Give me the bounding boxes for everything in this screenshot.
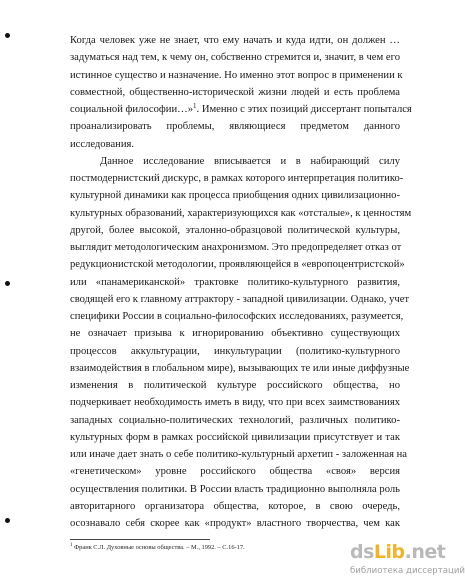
text-line (100, 155, 400, 168)
text-line-content: осуществления политики. В России власть традиционно выполняла роль (70, 483, 400, 495)
text-line-content: культурной динамики как процесса приобщения одних цивилизационно- (70, 190, 400, 202)
text-line-content: не означает призыва к игнорированию объективно существующих (70, 328, 400, 340)
text-line (70, 34, 400, 47)
text-line (70, 517, 400, 530)
footnote-divider (70, 539, 210, 540)
text-line (70, 276, 400, 289)
text-line-content: задуматься над тем, к чему он, собственно стремится и, значит, в чем его (70, 52, 400, 64)
text-line-content: осознавало себя скорее как «продукт» властного творчества, чем как (70, 518, 400, 529)
text-line-content: проанализировать проблемы, являющиеся предметом данного (70, 121, 400, 133)
text-line (70, 207, 412, 220)
text-line (70, 483, 400, 496)
watermark (350, 541, 465, 581)
text-line-content: редукционистской методологии, проявляющейся в «европоцентристской» (70, 259, 405, 271)
text-line-content: изменения в политической культуре российского общества, но (70, 380, 400, 391)
text-line (70, 327, 400, 340)
text-line (70, 86, 400, 99)
text-line (70, 172, 404, 185)
text-line (70, 224, 400, 237)
text-line (70, 362, 410, 375)
text-line-content: западных социально-политических технологий, различных политико- (70, 414, 400, 426)
watermark-logo (350, 541, 445, 563)
text-line-content: процессов аккультурации, инкультурации (политико-культурного (70, 345, 400, 357)
text-line-content: сводящей его к главному аттрактору - западной цивилизации. Однако, учет (70, 293, 410, 305)
text-line-content: другой, более высокой, эталонно-образцовой политической культуры, (70, 224, 400, 236)
text-line (70, 293, 410, 306)
text-line-content: культурных форм в рамках российской цивилизации присутствует и так (70, 431, 400, 443)
footnote (70, 543, 285, 552)
text-line-content: подчеркивает необходимость иметь в виду, что при всех заимствованиях (70, 397, 400, 409)
text-line (70, 431, 400, 444)
watermark-logo-net: .net (404, 541, 446, 563)
margin-bullet-top (5, 33, 10, 38)
text-line-content: исследования. (70, 138, 135, 150)
text-line (70, 379, 400, 392)
text-line-content: Данное исследование вписывается и в набирающий силу (100, 155, 400, 167)
text-line-content: выглядит методологическим анахронизмом. Это предопределяет отказ от (70, 242, 402, 253)
text-line (70, 414, 400, 427)
footnote-text: Франк С.Л. Духовные основы общества. – М., 1992. – С.16-17. (74, 544, 245, 551)
margin-bullet-middle (5, 281, 10, 286)
text-line-content: авторитарного организатора общества, которое, в свою очередь, (70, 500, 400, 512)
text-line (70, 241, 400, 254)
text-line-content: «генетическом» уровне российского общества «своя» версия (70, 466, 400, 478)
text-line (70, 69, 403, 82)
text-line-content: истинное существо и назначение. Но именно этот вопрос в применении к (70, 69, 403, 81)
text-line (70, 310, 404, 323)
margin-bullet-bottom (5, 518, 10, 523)
text-line (70, 396, 400, 409)
text-line-continuation: . Именно с этих позиций диссертант попытался (196, 104, 412, 115)
text-line-content: взаимодействия в глобальном мире), вызывающих те или иные диффузные (70, 362, 410, 374)
text-line-content: специфики России в социально-философских исследованиях, разумеется, (70, 311, 404, 322)
text-line-content: или «панамериканской» трактовке политико-культурного развития, (70, 276, 400, 288)
text-line-content: постмодернистский дискурс, в рамках которого интерпретация политико- (70, 173, 404, 184)
text-line-content: социальной философии…» (70, 104, 194, 115)
text-line-content: совместной, общественно-исторической жизни людей и есть проблема (70, 86, 400, 98)
text-line (70, 102, 412, 116)
footnote-reference: 1 (193, 102, 197, 110)
text-line (70, 138, 400, 151)
text-line (70, 345, 400, 358)
watermark-logo-lib: Lib (373, 541, 405, 563)
text-line (70, 500, 400, 513)
text-line (70, 120, 400, 133)
watermark-logo-ds: ds (350, 541, 374, 563)
text-line-content: Когда человек уже не знает, что ему начать и куда идти, он должен … (70, 35, 400, 46)
footnote-marker: 1 (70, 543, 73, 548)
text-line (70, 465, 400, 478)
text-line (70, 258, 405, 271)
watermark-subtitle: библиотека диссертаций (350, 566, 465, 576)
text-line-content: культурных образований, характеризующихся как «отсталые», к ценностям (70, 207, 412, 219)
text-line-content: или иначе дает знать о себе политико-культурный архетип - заложенная на (70, 449, 407, 460)
text-line (70, 448, 407, 461)
text-line (70, 51, 400, 64)
text-line (70, 189, 400, 202)
